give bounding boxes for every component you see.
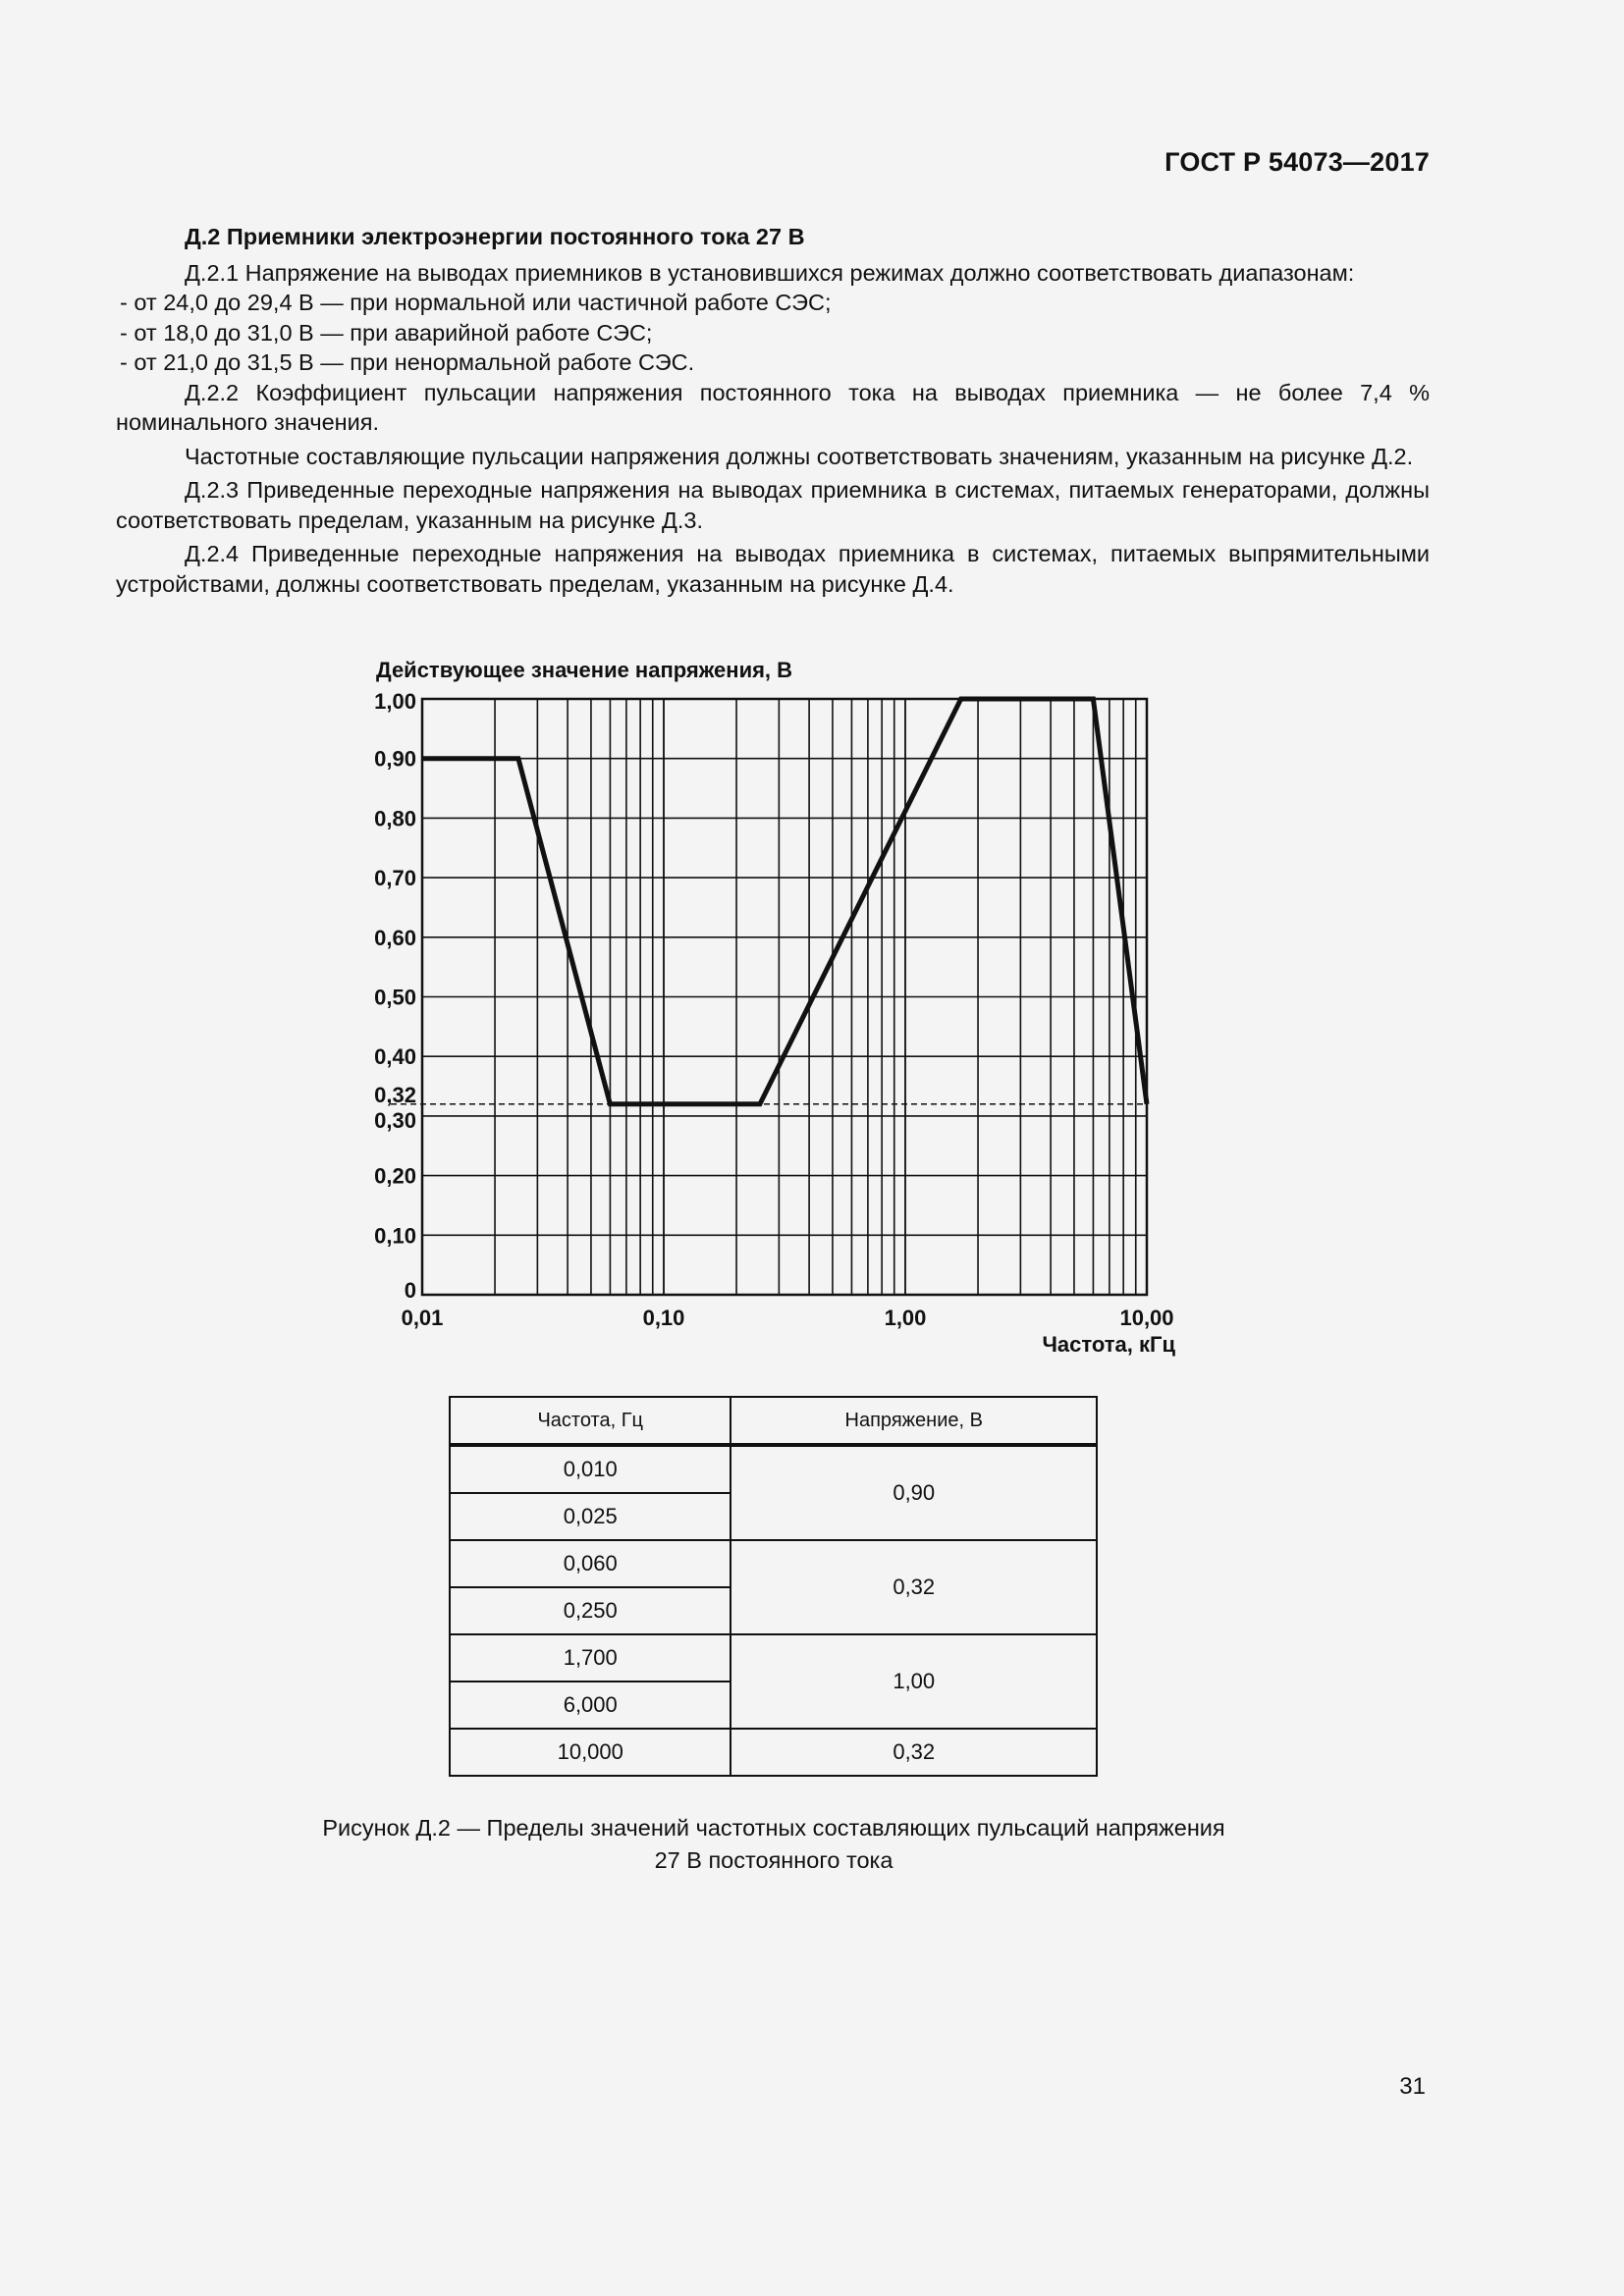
- table-row: [450, 1445, 1097, 1493]
- y-tick-label: 0,50: [374, 985, 416, 1010]
- table-row: [450, 1634, 1097, 1682]
- cell-voltage: 0,32: [731, 1729, 1097, 1776]
- document-code: ГОСТ Р 54073—2017: [1164, 147, 1430, 177]
- y-axis-label: Действующее значение напряжения, В: [376, 658, 793, 682]
- y-tick-label: 0,20: [374, 1163, 416, 1189]
- cell-frequency: 10,000: [450, 1729, 731, 1776]
- list-item: - от 18,0 до 31,0 В — при аварийной работе СЭС;: [120, 319, 653, 346]
- cell-voltage: 0,90: [731, 1445, 1097, 1540]
- cell-frequency: 0,060: [450, 1540, 731, 1587]
- data-table: [449, 1396, 1098, 1777]
- x-tick-label: 0,01: [401, 1306, 444, 1330]
- paragraph-d24: Д.2.4 Приведенные переходные напряжения на выводах приемника в системах, питаемых выпрямительными устройствами, должны соответствовать пределам, указанным на рисунке Д.4.: [116, 541, 1430, 597]
- y-tick-label: 0,60: [374, 925, 416, 950]
- cell-voltage: 0,32: [731, 1540, 1097, 1634]
- y-tick-label: 0,30: [374, 1107, 416, 1133]
- y-tick-label: 1,00: [374, 689, 416, 714]
- paragraph-frequency: Частотные составляющие пульсации напряжения должны соответствовать значениям, указанным на рисунке Д.2.: [185, 443, 1414, 469]
- y-tick-labels: [374, 689, 416, 1303]
- x-tick-label: 1,00: [884, 1306, 927, 1330]
- x-tick-label: 10,00: [1119, 1306, 1174, 1330]
- list-item: - от 21,0 до 31,5 В — при ненормальной работе СЭС.: [120, 349, 695, 375]
- section-title: Д.2 Приемники электроэнергии постоянного тока 27 В: [185, 224, 805, 249]
- section-text: [116, 222, 1430, 599]
- header-voltage: Напряжение, В: [731, 1397, 1097, 1445]
- y-tick-label: 0,80: [374, 806, 416, 831]
- y-tick-label: 0,90: [374, 746, 416, 772]
- cell-frequency: 0,025: [450, 1493, 731, 1540]
- y-tick-label: 0,10: [374, 1223, 416, 1249]
- paragraph-d21: Д.2.1 Напряжение на выводах приемников в установившихся режимах должно соответствовать диапазонам:: [185, 259, 1355, 286]
- y-tick-label: 0,40: [374, 1044, 416, 1070]
- header-frequency: Частота, Гц: [450, 1397, 731, 1445]
- plot-frame: [422, 699, 1147, 1295]
- cell-frequency: 0,250: [450, 1587, 731, 1634]
- table-row: [450, 1729, 1097, 1776]
- x-tick-label: 0,10: [642, 1306, 685, 1330]
- table-row: [450, 1540, 1097, 1587]
- chart-grid: [422, 699, 1147, 1295]
- caption-line: Рисунок Д.2 — Пределы значений частотных составляющих пульсаций напряжения: [322, 1815, 1225, 1841]
- cell-frequency: 6,000: [450, 1682, 731, 1729]
- paragraph-d23: Д.2.3 Приведенные переходные напряжения на выводах приемника в системах, питаемых генераторами, должны соответствовать пределам, указанным на рисунке Д.3.: [116, 477, 1430, 533]
- y-tick-label: 0,70: [374, 866, 416, 891]
- cell-voltage: 1,00: [731, 1634, 1097, 1729]
- cell-frequency: 1,700: [450, 1634, 731, 1682]
- y-tick-label: 0: [404, 1278, 416, 1303]
- table-header-row: [450, 1397, 1097, 1445]
- figure-caption: [196, 1812, 1351, 1877]
- series-line-limit: [422, 699, 1147, 1104]
- page-number: 31: [1399, 2073, 1426, 2100]
- x-axis-label: Частота, кГц: [1042, 1332, 1175, 1357]
- paragraph-d22: Д.2.2 Коэффициент пульсации напряжения постоянного тока на выводах приемника — не более 7,4 % номинального значения.: [116, 379, 1430, 435]
- cell-frequency: 0,010: [450, 1445, 731, 1493]
- list-item: - от 24,0 до 29,4 В — при нормальной или частичной работе СЭС;: [120, 290, 832, 315]
- x-tick-labels: [402, 1306, 1174, 1330]
- caption-line: 27 В постоянного тока: [654, 1847, 893, 1873]
- y-tick-label: 0,32: [374, 1082, 416, 1107]
